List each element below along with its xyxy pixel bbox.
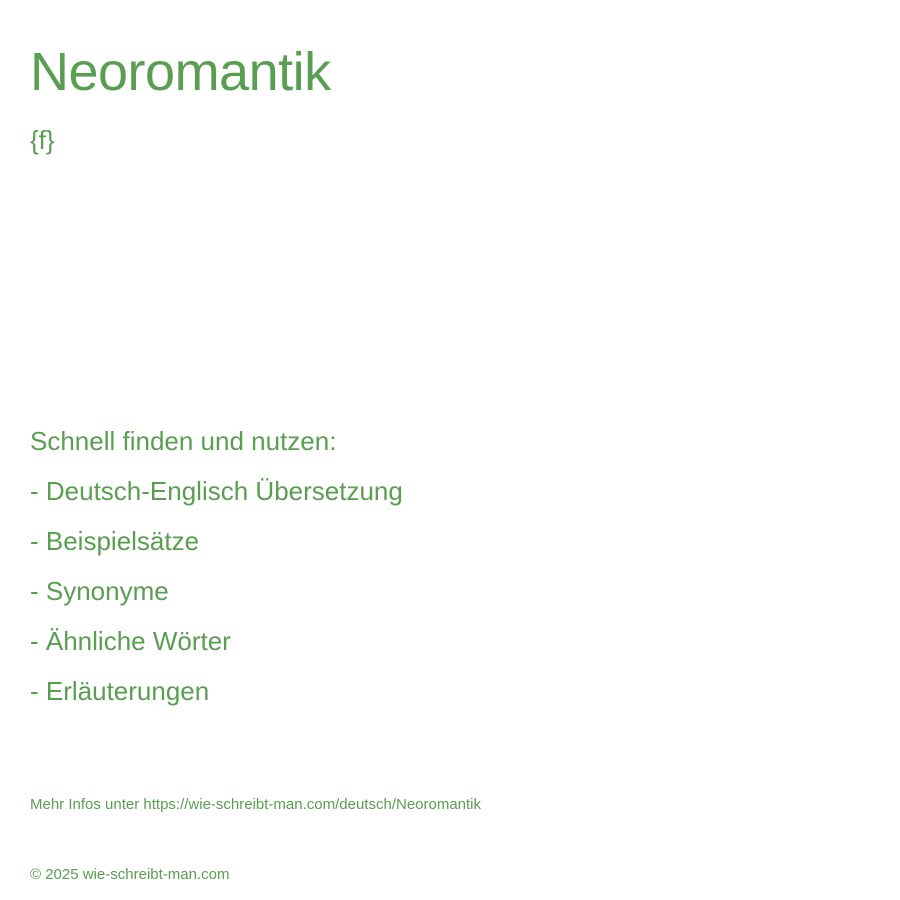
feature-list [30, 424, 403, 724]
more-info-link[interactable]: Mehr Infos unter https://wie-schreibt-man.com/deutsch/Neoromantik [30, 796, 482, 813]
feature-item-translation: - Deutsch-Englisch Übersetzung [30, 476, 403, 506]
feature-item-synonyms: - Synonyme [30, 576, 169, 606]
feature-item-example-sentences: - Beispielsätze [30, 526, 200, 556]
feature-item-similar-words: - Ähnliche Wörter [30, 626, 231, 656]
feature-item-explanations: - Erläuterungen [30, 676, 210, 706]
page-title: Neoromantik [30, 42, 331, 102]
copyright-notice: © 2025 wie-schreibt-man.com [30, 866, 230, 883]
gender-label: {f} [30, 125, 55, 155]
feature-list-heading: Schnell finden und nutzen: [30, 426, 337, 456]
